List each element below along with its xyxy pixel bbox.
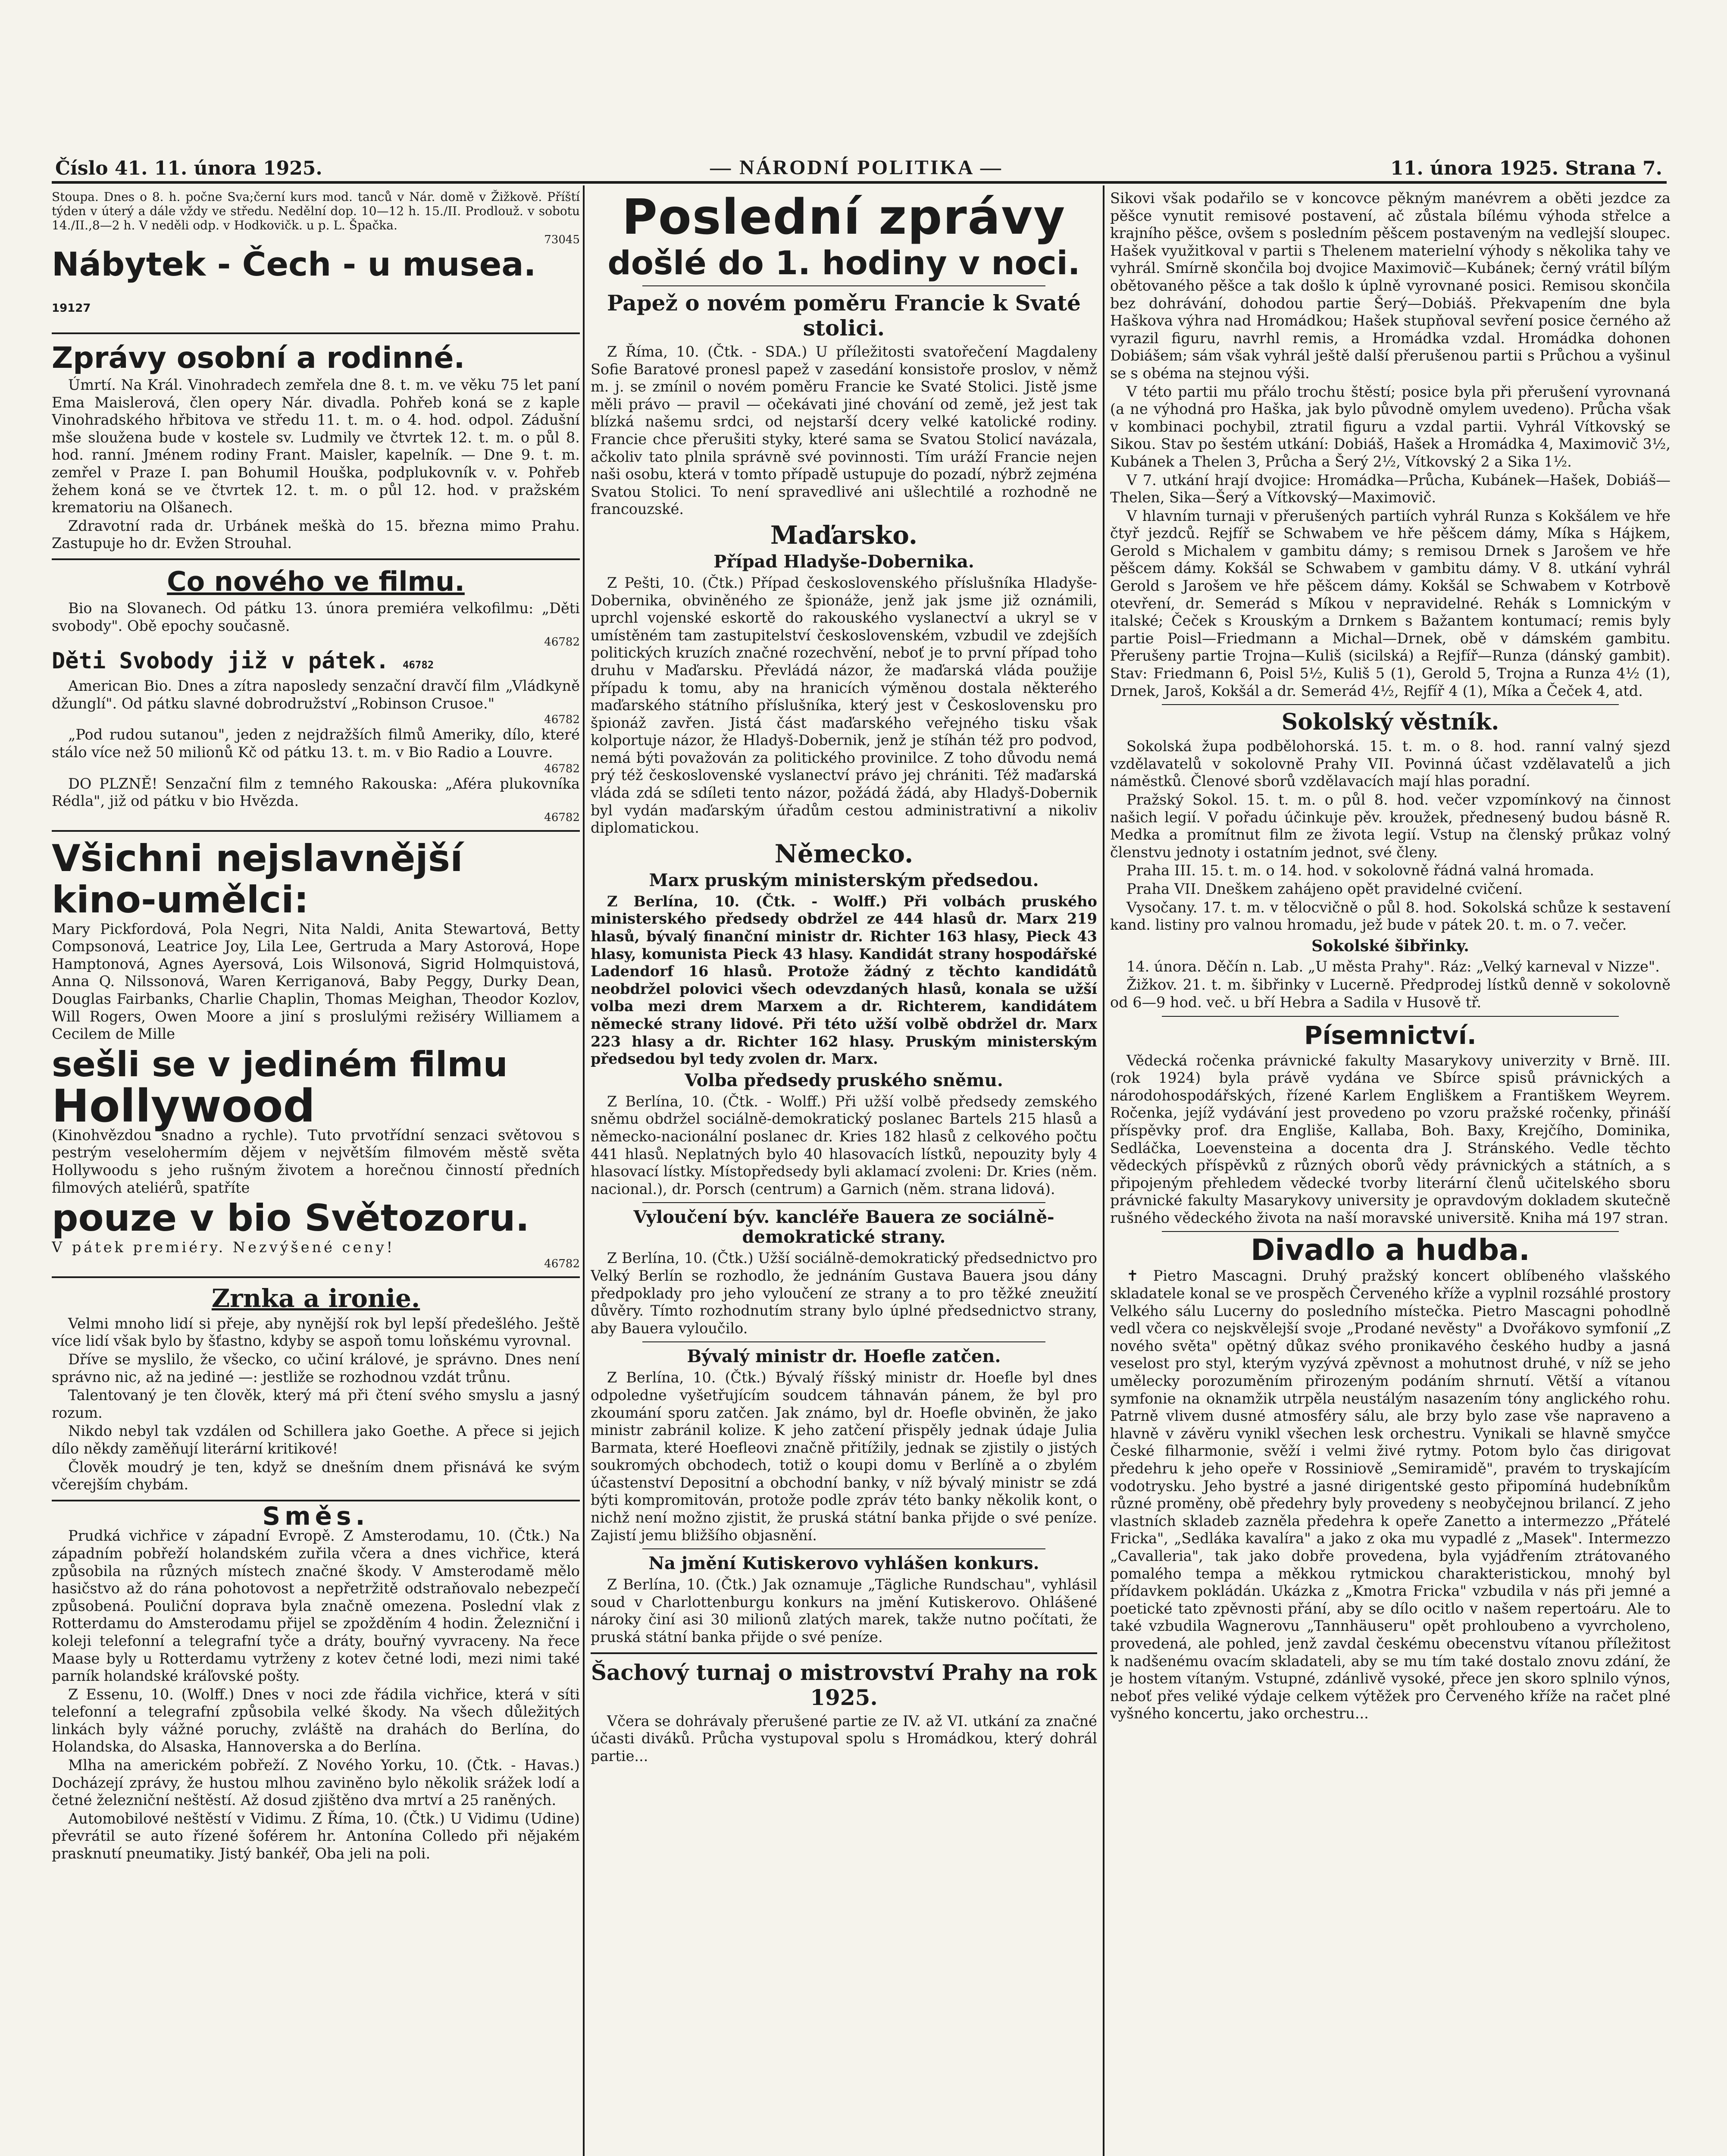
- divider: [52, 558, 580, 560]
- article-personal-deaths: Úmrtí. Na Král. Vinohradech zemřela dne 8. t. m. ve věku 75 let paní Ema Maislerová, člen opery Nár. divadla. Pohřeb koná se z kaple Vinohradského hřbitova ve středu 11. t. m. o 4. hod. odpol. Zádušní mše sloužena bude v kostele sv. Ludmily ve čtvrtek 12. t. m. o půl 8. hod. ranní. Jménem rodiny Frant. Maisler, kapelník. — Dne 9. t. m. zemřel v Praze I. pan Bohumil Houška, podplukovník v. v. Pohřeb žehem koná se ve čtvrtek 12. t. m. o půl 12. hod. v pražském krematoriu na Olšanech.: [52, 376, 580, 516]
- section-heading-germany: Německo.: [774, 839, 914, 868]
- sokol-vysocany: Vysočany. 17. t. m. v tělocvičně o půl 8. hod. Sokolská schůze k sestavení kand. listiny pro valnou hromadu, jež bude v pátek 20. t. m. o 7. večer.: [1110, 899, 1671, 934]
- headline-pope: Papež o novém poměru Francie k Svaté stolici.: [607, 290, 1081, 341]
- column-2: [591, 190, 1097, 2156]
- section-heading-film: Co nového ve filmu.: [167, 565, 465, 597]
- kino-ad-premiere: V pátek premiéry. Nezvýšené ceny!: [52, 1239, 395, 1256]
- header-rule: [52, 181, 1667, 184]
- kino-ad-title: Všichni nejslavnější kino-umělci:: [52, 837, 463, 921]
- kino-ad-hollywood: Hollywood: [52, 1079, 315, 1132]
- film-american-bio: American Bio. Dnes a zítra naposledy senzační dravčí film „Vládkyně džunglí". Od pátku slavné dobrodružství „Robinson Crusoe.": [52, 677, 580, 712]
- irony-3: Talentovaný je ten člověk, který má při čtení svého smyslu a jasný rozum.: [52, 1387, 580, 1421]
- column-1: [52, 190, 580, 2156]
- sokol-praha-7: Praha VII. Dneškem zahájeno opět pravidelné cvičení.: [1126, 880, 1523, 897]
- divider: [591, 1652, 1097, 1654]
- section-heading-smes: Směs.: [262, 1501, 369, 1531]
- deti-svobody-text: Děti Svobody již v pátek.: [52, 648, 389, 674]
- smes-auto: Automobilové neštěstí v Vidimu. Z Říma, 10. (Čtk.) U Vidimu (Udine) převrátil se auto řízené šoférem hr. Antonína Colledo při nějakém prasknutí pneumatiky. Jistý bankéř, Oba jeli na poli.: [52, 1810, 580, 1862]
- section-heading-theatre: Divadlo a hudba.: [1251, 1233, 1530, 1268]
- divider: [642, 1548, 1045, 1549]
- article-chess: Včera se dohrávaly přerušené partie ze IV. až VI. utkání za značné účasti diváků. Průcha vystupoval spolu s Hromádkou, který dohrál partie...: [591, 1712, 1097, 1764]
- irony-4: Nikdo nebyl tak vzdálen od Schillera jako Goethe. A přece si jejich dílo někdy zaměňují literární kritikové!: [52, 1423, 580, 1457]
- smes-fog: Mlha na americkém pobřeží. Z Nového Yorku, 10. (Čtk. - Havas.) Docházejí zprávy, že hustou mlhou zaviněno bylo několik srážek lodí a četné železniční neštěstí. Až dosud zjištěno dva mrtví a 25 raněných.: [52, 1757, 580, 1809]
- kino-ad-description: (Kinohvězdou snadno a rychle). Tuto prvotřídní senzaci světovou s pestrým veselohermím dějem v největším filmovém městě světa Hollywoodu s jeho rušným životem a horečnou činností předních filmových ateliérů, spatříte: [52, 1126, 580, 1196]
- divider: [52, 830, 580, 832]
- ad-number: 19127: [52, 302, 91, 315]
- ad-number: 46782: [544, 811, 580, 824]
- article-landtag: Z Berlína, 10. (Čtk. - Wolff.) Při užší volbě předsedy zemského sněmu obdržel sociálně-demokratický poslanec Bartels 215 hlasů a německo-nacionální poslanec dr. Kries 182 hlasů z celkového počtu 441 hlasů. Neplatných bylo 40 hlasovacích lístků, nepouzity byly 4 hlasovací lístky. Místopředsedy byli aklamací zvoleni: Dr. Kries (něm. nacional.), dr. Porsch (centrum) a Garnich (něm. strana lidová).: [591, 1093, 1097, 1197]
- section-heading-irony: Zrnka a ironie.: [211, 1283, 420, 1313]
- divider: [642, 1202, 1045, 1203]
- column-rule-2: [1103, 185, 1104, 2156]
- headline-kutisker: Na jmění Kutiskerovo vyhlášen konkurs.: [648, 1553, 1039, 1574]
- sokol-zupa: Sokolská župa podbělohorská. 15. t. m. o 8. hod. ranní valný sjezd vzdělavatelů v sokolovně Prahy VII. Povinná účast vzdělavatelů a jich náměstků. Členové sborů vzdělavacích mají hlas poradní.: [1110, 738, 1671, 790]
- sokol-prazsky: Pražský Sokol. 15. t. m. o půl 8. hod. večer vzpomínkový na činnost našich legií. V pořadu účinkuje pěv. kroužek, přednesený budou básně R. Medka a promítnut film ze života legií. Vstup na členský průkaz volný členstvu jednoty i ostatním jednot, své členy.: [1110, 791, 1671, 861]
- film-bio-slovany: Bio na Slovanech. Od pátku 13. února premiéra velkofilmu: „Děti svobody". Obě epochy současně.: [52, 599, 580, 634]
- divider: [642, 1341, 1045, 1342]
- dance-notice: Stoupa. Dnes o 8. h. počne Sva;černí kurs mod. tanců v Nár. domě v Žižkově. Příští týden v úterý a dále vždy ve středu. Nedělní dop. 10—12 h. 15./II. Prodlouž. v sobotu 14./II.,8—2 h. V neděli odp. v Hodkovičk. u p. L. Špačka.: [52, 190, 580, 232]
- ad-number: 46782: [544, 636, 580, 649]
- furniture-ad: [52, 246, 580, 326]
- article-hladys: Z Pešti, 10. (Čtk.) Případ československého příslušníka Hladyše-Dobernika, obviněného ze špionáže, jenž jak jsme již oznámili, uprchl vojenské eskortě do rakouského vyslanectví a ukryl se v umístěném tam zastupitelství československém, vzbudil ve zdejších politických kruzích značné rozechvění, neboť je to první případ toho druhu v Maďarsku. Převládá názor, že maďarská vláda použije případu k tomu, aby na hranicích výměnou dostala některého maďarského státního příslušníka, který jest v Československu pro špionáž zavřen. Jistá část maďarského veřejného tisku však kolportuje názor, že Hladyš-Dobernik, jenž je stíhán též pro podvod, nemá býti považován za politického provinilce. Z toho důvodu nemá prý též československé vyslanectví právo jej chrániti. Též maďarská vláda zdá se sdíleti tento názor, požádá žádá, aby Hladyš-Dobernik byl vydán maďarským úřadům cestou administrativní a nikoliv diplomatickou.: [591, 574, 1097, 837]
- sokol-praha-3: Praha III. 15. t. m. o 14. hod. v sokolovně řádná valná hromada.: [1126, 862, 1594, 879]
- kino-ad-venue: pouze v bio Světozoru.: [52, 1197, 530, 1240]
- chess-continued-3: V 7. utkání hrají dvojice: Hromádka—Průcha, Kubánek—Hašek, Dobiáš—Thelen, Sika—Šerý a Vítkovský—Maximovič.: [1110, 471, 1671, 506]
- column-3: [1110, 190, 1671, 2156]
- divider: [52, 332, 580, 334]
- section-heading-sokol: Sokolský věstník.: [1281, 709, 1499, 736]
- headline-chess: Šachový turnaj o mistrovství Prahy na rok 1925.: [591, 1659, 1097, 1710]
- irony-2: Dříve se myslilo, že všecko, co učiní králové, je správno. Dnes není správno nic, až na jediné —: jestliže se rozhodnou vzdát trůnu.: [52, 1351, 580, 1385]
- section-heading-personal: Zprávy osobní a rodinné.: [52, 341, 465, 375]
- film-pod-rudou-sutanou: „Pod rudou sutanou", jeden z nejdražších filmů Ameriky, dílo, které stálo více než 50 milionů Kč od pátku 13. t. m. v Bio Radio a Louvre.: [52, 726, 580, 761]
- chess-continued-4: V hlavním turnaji v přerušených partiích vyhrál Runza s Kokšálem ve hře čtyř jezdců. Rejfíř se Schwabem ve hře pěšcem dámy, Míka s Hájkem, Gerold s Michalem v gambitu dámy; s remisou Drnek s Jarošem ve hře pěšcem dámy. Kokšál se Schwabem v gambitu dámy. V 8. utkání vyhrál Gerold s Jarošem ve hře pěšcem dámy. Kokšál se Schwabem v Kotrbově otevření, dr. Semerád s Míkou v nepravidelné. Rehák s Lomnickým v italské; Čeček s Krouským a Drnkem s Bažantem kontumací; remis byly partie Poisl—Friedmann a Michal—Drnek, obě v dámském gambitu. Přerušeny partie Trojna—Kuliš (sicilská) a Rejfíř—Runza (dánský gambit). Stav: Friedmann 6, Poisl 5½, Kuliš 5 (1), Gerold 5, Trojna a Runza 4½ (1), Drnek, Jaroš, Kokšál a dr. Semerád 4½, Rejfíř 4 (1), Míka a Čeček 4, atd.: [1110, 507, 1671, 699]
- headline-hladys: Případ Hladyše-Dobernika.: [713, 551, 974, 572]
- article-hoefle: Z Berlína, 10. (Čtk.) Bývalý říšský ministr dr. Hoefle byl dnes odpoledne vyšetřujícím soudcem táhnaván pánem, že byl pro zkoumání sporu zatčen. Jak známo, byl dr. Hoefle obviněn, že jako ministr zabránil kolize. K jeho zatčení přispěly jednak údaje Julia Barmata, které Hoefleovi značně přitížily, jednak se zjistily o jistých soukromých obchodech, totiž o koupi domu v Berlíně a o zbylém účastenství Depositní a obchodní banky, v níž bývalý ministr se zdá býti kompromitován, protože podle zpráv této banky několik kont, o nichž není možno zjistit, že pruská státní banka přijde o své peníze. Zajistí jemu bližšího objasnění.: [591, 1369, 1097, 1544]
- divider: [642, 285, 1045, 286]
- article-personal-doctor: Zdravotní rada dr. Urbánek meškà do 15. března mimo Prahu. Zastupuje ho dr. Evžen Strouhal.: [52, 517, 580, 552]
- headline-bauer: Vyloučení býv. kancléře Bauera ze sociálně-demokratické strany.: [633, 1207, 1054, 1247]
- kino-ad-cast: Mary Pickfordová, Pola Negri, Nita Naldi, Anita Stewartová, Betty Compsonová, Leatrice Joy, Lila Lee, Gertruda a Mary Astorová, Hope Hamptonová, Agnes Ayersová, Lois Wilsonová, Sigrid Holmquistová, Anna Q. Nilssonová, Waren Kerriganová, Baby Peggy, Durky Dean, Douglas Fairbanks, Charlie Chaplin, Thomas Meighan, Theodor Kozlov, Will Rogers, Owen Moore a jiní s proslulými režiséry Williamem a Cecilem de Mille: [52, 920, 580, 1043]
- section-heading-hungary: Maďarsko.: [770, 520, 918, 550]
- header-left: Číslo 41. 11. února 1925.: [55, 157, 322, 179]
- ad-number: 46782: [544, 713, 580, 727]
- header-masthead: — NÁRODNÍ POLITIKA —: [710, 156, 1003, 179]
- headline-landtag: Volba předsedy pruského sněmu.: [685, 1070, 1003, 1091]
- header-right: 11. února 1925. Strana 7.: [1390, 157, 1662, 179]
- page-header: [55, 147, 1662, 179]
- headline-sibrinky: Sokolské šibřinky.: [1311, 937, 1469, 955]
- irony-5: Člověk moudrý je ten, když se dnešním dnem přisnává ke svým včerejším chybám.: [52, 1458, 580, 1493]
- kino-ad-headline: sešli se v jediném filmu: [52, 1044, 508, 1084]
- divider: [1162, 704, 1619, 705]
- latest-news-subtitle: došlé do 1. hodiny v noci.: [607, 244, 1080, 282]
- divider: [1162, 1016, 1619, 1017]
- divider: [1162, 1231, 1619, 1232]
- article-mascagni: ✝ Pietro Mascagni. Druhý pražský koncert oblíbeného vlašského skladatele konal se ve prospěch Červeného kříže a vyplnil rozsáhlé prostory Velkého sálu Lucerny do posledního místečka. Pietro Mascagni pohodlně vedl včera co nejskvělejší svoje „Prodané nevěsty" a Dvořákovo symfonií „Z nového světa" opětný důkaz svého pronikavého českého hudby a jasná veselost pro styl, kterým vyzývá zpěvnost a mohutnost druhé, v níž se jeho umělecky porozuměním přirozeným podáním shrnutí. Větší a vítanou symfonie na oknamžik utrpěla neustálým nasazením tóny anglického rohu. Patrně vlivem dusné atmosféry sálu, ale brzy bylo zase vše napraveno a hlavně v závěru vynikl všechen lesk orchestru. Vynikali se hlavně smyčce České filharmonie, svěží i velmi živé rytmy. Potom bylo čas dirigovat předehru k jeho opeře v Rossiniově „Semiramidě", pravém to tryskajícím vodotrysku. Jeho bystré a jasné dirigentské gesto připomíná hudebníkům různé proměny, obě předehry byly provedeny s neobyčejnou brilancí. Z jeho vlastních skladeb zazněla předehra k opeře Zanetto a intermezzo „Přátelé Fricka", „Sedláka kavalíra" a jako z oka mu vypadlé z „Masek". Intermezzo „Cavalleria", tak jako dobře provedena, byla vyjádřením ztrátovaného pomalého tempa a měkkou rytmickou charakteristickou, mnohý byl přídavkem pokládán. Ukázka z „Kmotra Fricka" vzbudila v nás při jemné a poetické tato zpěvnosti přání, aby se dílo ocitlo v našem repertoáru. Ale to také vzbudila Wagnerovu „Tannhäuseru" opět prohloubeno a vyvrcholeno, provedená, ale pohled, jenž zavdal českému obecenstvu vítanou příležitost k nadšenému ovacím skladateli, aby se mu tím také dostalo znovu zdání, že je hostem vítaným. Vstupné, zdánlivě vysoké, přece jen skoro splnilo výnos, neboť přes veliké výdaje celkem výtěžek pro Červeného kříže na račet plné vyšného koncertu, jako orchestru...: [1110, 1267, 1671, 1722]
- ad-number: 46782: [402, 659, 434, 671]
- headline-marx: Marx pruským ministerským předsedou.: [649, 870, 1039, 890]
- sibrinky-decin: 14. února. Děčín n. Lab. „U města Prahy". Ráz: „Velký karneval v Nizze".: [1126, 958, 1660, 975]
- section-heading-literature: Písemnictví.: [1304, 1020, 1477, 1050]
- deti-svobody-headline: [52, 649, 580, 677]
- headline-hoefle: Bývalý ministr dr. Hoefle zatčen.: [687, 1346, 1001, 1367]
- ad-number: 46782: [544, 1257, 580, 1270]
- smes-essen: Z Essenu, 10. (Wolff.) Dnes v noci zde řádila vichřice, která v síti telefonní a telegrafní způsobila velké škody. Na všech důležitých linkách byly vážné poruchy, zvláště na drahách do Berlína, do Holandska, do Alsaska, Hannoverska a do Berlína.: [52, 1686, 580, 1755]
- smes-storm: Prudká vichřice v západní Evropě. Z Amsterodamu, 10. (Čtk.) Na západním pobřeží holandském zuřila včera a dnes vichřice, která způsobila na různých místech značné škody. V Amsterodamě mělo hasičstvo až do rána pohotovost a nepřetržitě odstraňovalo nebezpečí způsobená. Pouliční doprava byla značně omezena. Poslední vlak z Rotterdamu do Amsterodamu přijel se zpožděním 4 hodin. Železniční i koleji telefonní a telegrafní tyče a dráty, bouřný vyvraceny. Na řece Maase byly u Rotterdamu vytrženy z kotev četné lodi, mezi nimi také parník holandské kráľovské pošty.: [52, 1527, 580, 1685]
- sibrinky-zizkov: Žižkov. 21. t. m. šibřinky v Lucerně. Předprodej lístků denně v sokolovně od 6—9 hod. več. u bří Hebra a Sadila v Husově tř.: [1110, 976, 1671, 1011]
- article-pope: Z Říma, 10. (Čtk. - SDA.) U příležitosti svatořečení Magdaleny Sofie Baratové pronesl papež v zasedání konsistoře proslov, v němž m. j. se zmínil o novém poměru Francie ke Svaté Stolici. Jistě jsme měli právo — pravil — očekávati jiné chování od země, jež jest tak blízká našemu srdci, od nejstarší dcery velké katolické rodiny. Francie chce přerušiti styky, které sama se Svatou Stolicí navázala, ačkoliv tato plnila správně své povinnosti. Tím uráží Francie nejen naši osobu, která v tomto případě ustupuje do pozadí, nýbrž zejména Svatou Stolici. To není spravedlivé ani ušlechtilé a rozhodně ne francouzské.: [591, 343, 1097, 518]
- article-bauer: Z Berlína, 10. (Čtk.) Užší sociálně-demokratický předsednictvo pro Velký Berlín se rozhodlo, že jednáním Gustava Bauera jsou dány předpoklady pro jeho vyloučení ze strany a to pro těžké zneužití důvěry. Tímto rozhodnutím strany bylo úplné předsednictvo strany, aby Bauera vyloučilo.: [591, 1250, 1097, 1337]
- article-marx: Z Berlína, 10. (Čtk. - Wolff.) Při volbách pruského ministerského předsedy obdržel ze 444 hlasů dr. Marx 219 hlasů, bývalý finanční ministr dr. Richter 163 hlasy, Pieck 43 hlasy, komunista Pieck 43 hlasy. Kandidát strany hospodářské Ladendorf 16 hlasů. Protože žádný z těchto kandidátů neobdržel polovici všech odevzdaných hlasů, konala se užší volba mezi drem Marxem a dr. Richterem, kandidátem německé strany lidové. Při této užší volbě obdržel dr. Marx 223 hlasy a dr. Richter 162 hlasy. Pruským ministerským předsedou byl tedy zvolen dr. Marx.: [591, 893, 1097, 1068]
- ad-number: 46782: [544, 762, 580, 775]
- article-kutisker: Z Berlína, 10. (Čtk.) Jak oznamuje „Tägliche Rundschau", vyhlásil soud v Charlottenburgu konkurs na jmění Kutiskerovo. Ohlášené nároky činí asi 30 milionů zlatých marek, takže nutno počítati, že pruská státní banka přijde o své peníze.: [591, 1576, 1097, 1646]
- chess-continued-1: Sikovi však podařilo se v koncovce pěkným manévrem a oběti jezdce za pěšce vynutit remisové postavení, ač zůstala bílému výhoda střelce a krajního pěšce, ovšem s posledním pěšcem postaveným na vedlejší sloupec. Hašek využitkoval v partii s Thelenem materielní výhody s několika tahy ve vyhrál. Smírně skončila boj dvojice Maximovič—Kubánek; černý vrátil bílým obětovaného pěšce a tak došlo k úplně vyrovnané posici. Remisou skončila bez dohrávání, dohodou partie Šerý—Dobiáš. Překvapením dne byla Haškova výhra nad Hromádkou; Hašek stupňoval sevření posice černého až vyrazil figuru, navrhl remis, a Hromádka vzdal. Hromádka dohonen Dobiášem; sám však vyhrál ještě další přerušenou partii s Průchou a vyšinul se s obéma na stejnou výši.: [1110, 190, 1671, 382]
- latest-news-masthead: Poslední zprávy: [622, 190, 1066, 245]
- chess-continued-2: V této partii mu přálo trochu štěstí; posice byla při přerušení vyrovnaná (a ne výhodná pro Haška, jak bylo původně omylem uvedeno). Průcha však v kombinaci pochybil, ztratil figuru a vzdal partii. Vyhrál Vítkovský se Sikou. Stav po šestém utkání: Dobiáš, Hašek a Hromádka 4, Maximovič 3½, Kubánek a Thelen 3, Průcha a Šerý 2½, Vítkovský 2 a Sika 1½.: [1110, 383, 1671, 470]
- article-literature: Vědecká ročenka právnické fakulty Masarykovy univerzity v Brně. III. (rok 1924) byla právě vydána ve Sbírce spisů právnických a národohospodářských, řízené Karlem Engliškem a Františkem Weyrem. Ročenka, jejíž vydávání jest provedeno po vzoru pražské ročenky, přináší příspěvky prof. dra Englišе, Kallaba, Boh. Baxy, Krejčího, Dominika, Sedláčka, Loevensteina a docenta dra J. Stránského. Vedle těchto vědeckých příspěvků z různých oborů vědy právnických a státních, a s připojeným přehledem vědecké tvorby literární členů učitelského sboru právnické fakulty Masarykovy university je opravdovým dokladem skutečně rušného vědeckého života na naší moravské universitě. Kniha má 197 stran.: [1110, 1052, 1671, 1226]
- furniture-ad-text: Nábytek - Čech - u musea.: [52, 245, 536, 283]
- column-rule-1: [583, 185, 585, 2156]
- ad-number: 73045: [544, 233, 580, 246]
- irony-1: Velmi mnoho lidí si přeje, aby nynější rok byl lepší předešlého. Ještě více lidí však bylo by šťastno, kdyby se aspoň tomu loňskému vyrovnal.: [52, 1315, 580, 1350]
- divider: [52, 1276, 580, 1278]
- film-plzen: DO PLZNĚ! Senzační film z temného Rakouska: „Aféra plukovníka Rédla", již od pátku v bio Hvězda.: [52, 775, 580, 810]
